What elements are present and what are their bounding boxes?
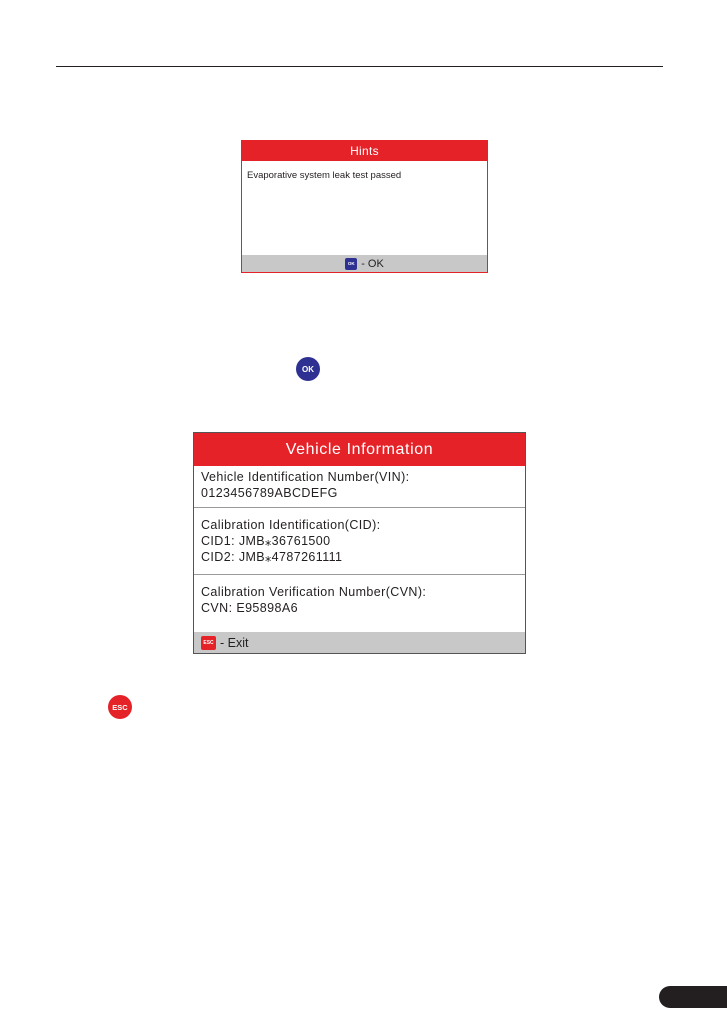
exit-label: - Exit [220,635,249,650]
ok-label: - OK [361,257,384,270]
page-tab [659,986,727,1008]
ok-button-icon: OK [296,357,320,381]
cid2-value: CID2: JMB⁎4787261111 [201,550,343,564]
vehicle-info-footer[interactable] [194,632,525,653]
section-divider [194,574,525,575]
hints-footer[interactable] [242,255,487,272]
cvn-value: CVN: E95898A6 [201,601,298,615]
esc-button-icon: ESC [108,695,132,719]
cid-label: Calibration Identification(CID): [201,518,381,532]
cid-section [194,517,525,565]
ok-key-icon: OK [345,258,357,270]
esc-key-icon: ESC [201,636,216,650]
vehicle-info-dialog [193,432,526,654]
section-divider [194,507,525,508]
cvn-section [194,584,525,616]
vin-label: Vehicle Identification Number(VIN): [201,470,410,484]
hints-dialog [241,140,488,273]
vin-section [194,469,525,501]
vehicle-info-title: Vehicle Information [194,433,525,466]
cid1-value: CID1: JMB⁎36761500 [201,534,331,548]
vin-value: 0123456789ABCDEFG [201,486,338,500]
top-rule [56,66,663,67]
hints-message: Evaporative system leak test passed [247,170,402,181]
hints-title: Hints [242,141,487,161]
cvn-label: Calibration Verification Number(CVN): [201,585,427,599]
